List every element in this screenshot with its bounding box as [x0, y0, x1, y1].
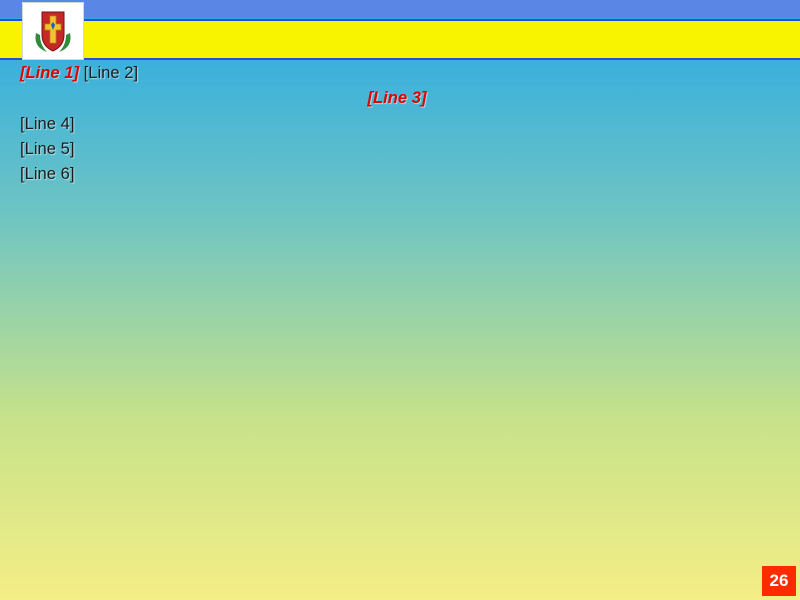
- section-heading: [Line 3]: [367, 88, 427, 108]
- emblem-icon: [22, 2, 84, 60]
- page-number-badge: 26: [762, 566, 796, 596]
- top-band: [0, 0, 800, 18]
- document-body: [20, 60, 774, 186]
- paragraph: [Line 4]: [20, 113, 75, 133]
- paragraph-text: [Line 2]: [83, 63, 139, 82]
- paragraph: [20, 60, 774, 85]
- paragraph: [Line 5]: [20, 138, 75, 158]
- header-bar: [0, 19, 800, 60]
- lead-phrase: [Line 1]: [20, 63, 80, 82]
- paragraph: [Line 6]: [20, 164, 75, 184]
